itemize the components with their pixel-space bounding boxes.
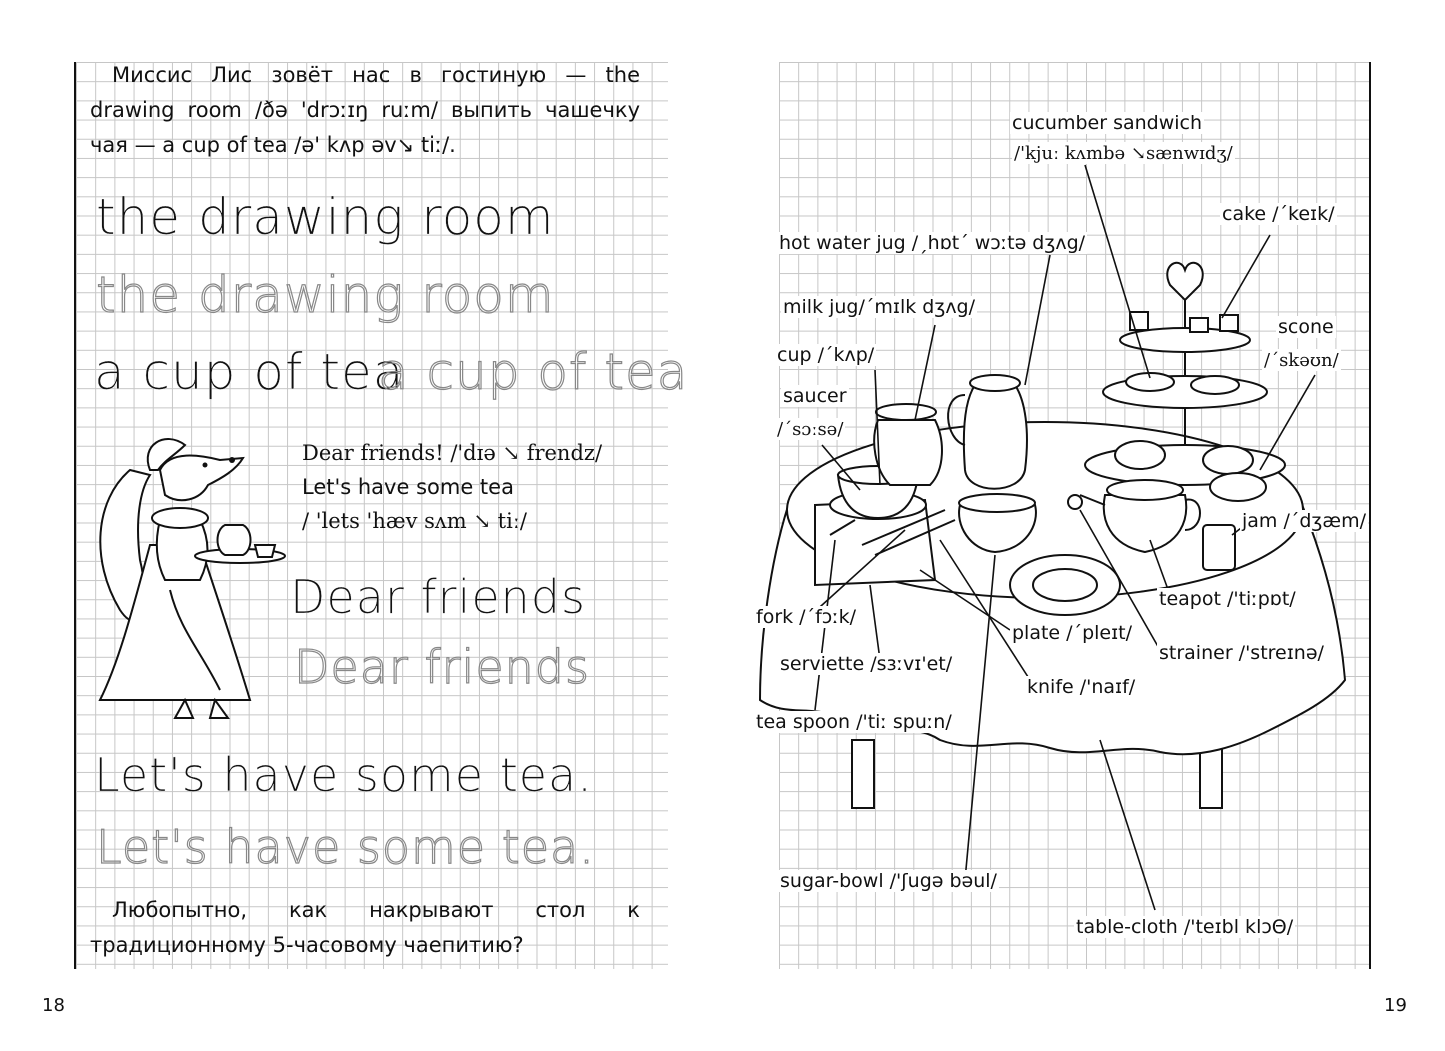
trace-line-lets-have-tea: Let's have some tea.: [96, 820, 595, 874]
label-milk-jug: milk jug/ˊmɪlk dʒʌg/: [783, 296, 976, 318]
label-cake: cake /ˊkeɪk/: [1222, 203, 1335, 225]
label-table-cloth: table-cloth /'teɪbl klɔΘ/: [1076, 916, 1294, 938]
practice-line-drawing-room: the drawing room: [96, 188, 555, 246]
strainer: [1068, 495, 1082, 509]
label-knife: knife /'naɪf/: [1027, 676, 1136, 698]
page-number-right: 19: [1384, 995, 1407, 1016]
label-saucer: saucer: [783, 385, 847, 407]
table-leg-left: [852, 740, 874, 808]
intro-text: Миссис Лис зовёт нас в гостиную — the drawing room /ðə 'drɔːɪŋ ruːm/ выпить чашечку чая — a cup of tea /ə' kʌp əv↘ tiː/.: [90, 63, 640, 157]
label-plate: plate /ˊpleɪt/: [1012, 622, 1133, 644]
label-sugar-bowl: sugar-bowl /'ʃugə bəul/: [780, 870, 997, 892]
label-serviette: serviette /sɜːvɪ'et/: [780, 653, 953, 675]
label-saucer-ipa: /ˊsɔːsə/: [777, 419, 844, 440]
label-jam: jam /ˊdʒæm/: [1242, 510, 1366, 532]
practice-line-cup-of-tea: a cup of tea: [94, 343, 405, 401]
cake-stand-heart: [1167, 263, 1203, 300]
outro-text: Любопытно, как накрывают стол к традиционному 5-часовому чаепитию?: [90, 898, 640, 957]
label-fork: fork /ˊfɔːk/: [756, 606, 857, 628]
trace-line-cup-of-tea: a cup of tea: [378, 343, 689, 401]
practice-line-lets-have-tea: Let's have some tea.: [94, 748, 593, 802]
page-number-left: 18: [42, 995, 65, 1016]
label-scone-ipa: /ˊskəʊn/: [1264, 350, 1339, 371]
label-cucumber-sandwich-ipa: /'kjuː kʌmbə ↘sænwɪdʒ/: [1014, 143, 1233, 164]
trace-line-dear-friends: Dear friends: [294, 640, 590, 694]
label-scone: scone: [1278, 316, 1334, 338]
hot-water-jug: [964, 385, 1027, 489]
phrase-dear-friends: Dear friends! /'dɪə ↘ frendz/: [302, 441, 603, 465]
label-cucumber-sandwich: cucumber sandwich: [1012, 112, 1203, 134]
label-strainer: strainer /'streɪnə/: [1159, 642, 1324, 664]
phrase-lets-have-tea: Let's have some tea: [302, 475, 514, 499]
label-hot-water-jug: hot water jug /ˏhɒtˊ wɔːtə dʒʌg/: [779, 232, 1086, 254]
label-cup: cup /ˊkʌp/: [777, 344, 875, 366]
jam-jar: [1203, 525, 1235, 570]
milk-jug: [874, 420, 942, 485]
label-tea-spoon: tea spoon /'tiː spuːn/: [756, 711, 952, 733]
phrase-lets-have-tea-ipa: / 'lets 'hæv sʌm ↘ tiː/: [302, 509, 527, 533]
practice-line-dear-friends: Dear friends: [290, 570, 586, 624]
scone: [1115, 441, 1165, 469]
trace-line-drawing-room: the drawing room: [96, 266, 555, 324]
label-teapot: teapot /'tiːpɒt/: [1159, 588, 1296, 610]
